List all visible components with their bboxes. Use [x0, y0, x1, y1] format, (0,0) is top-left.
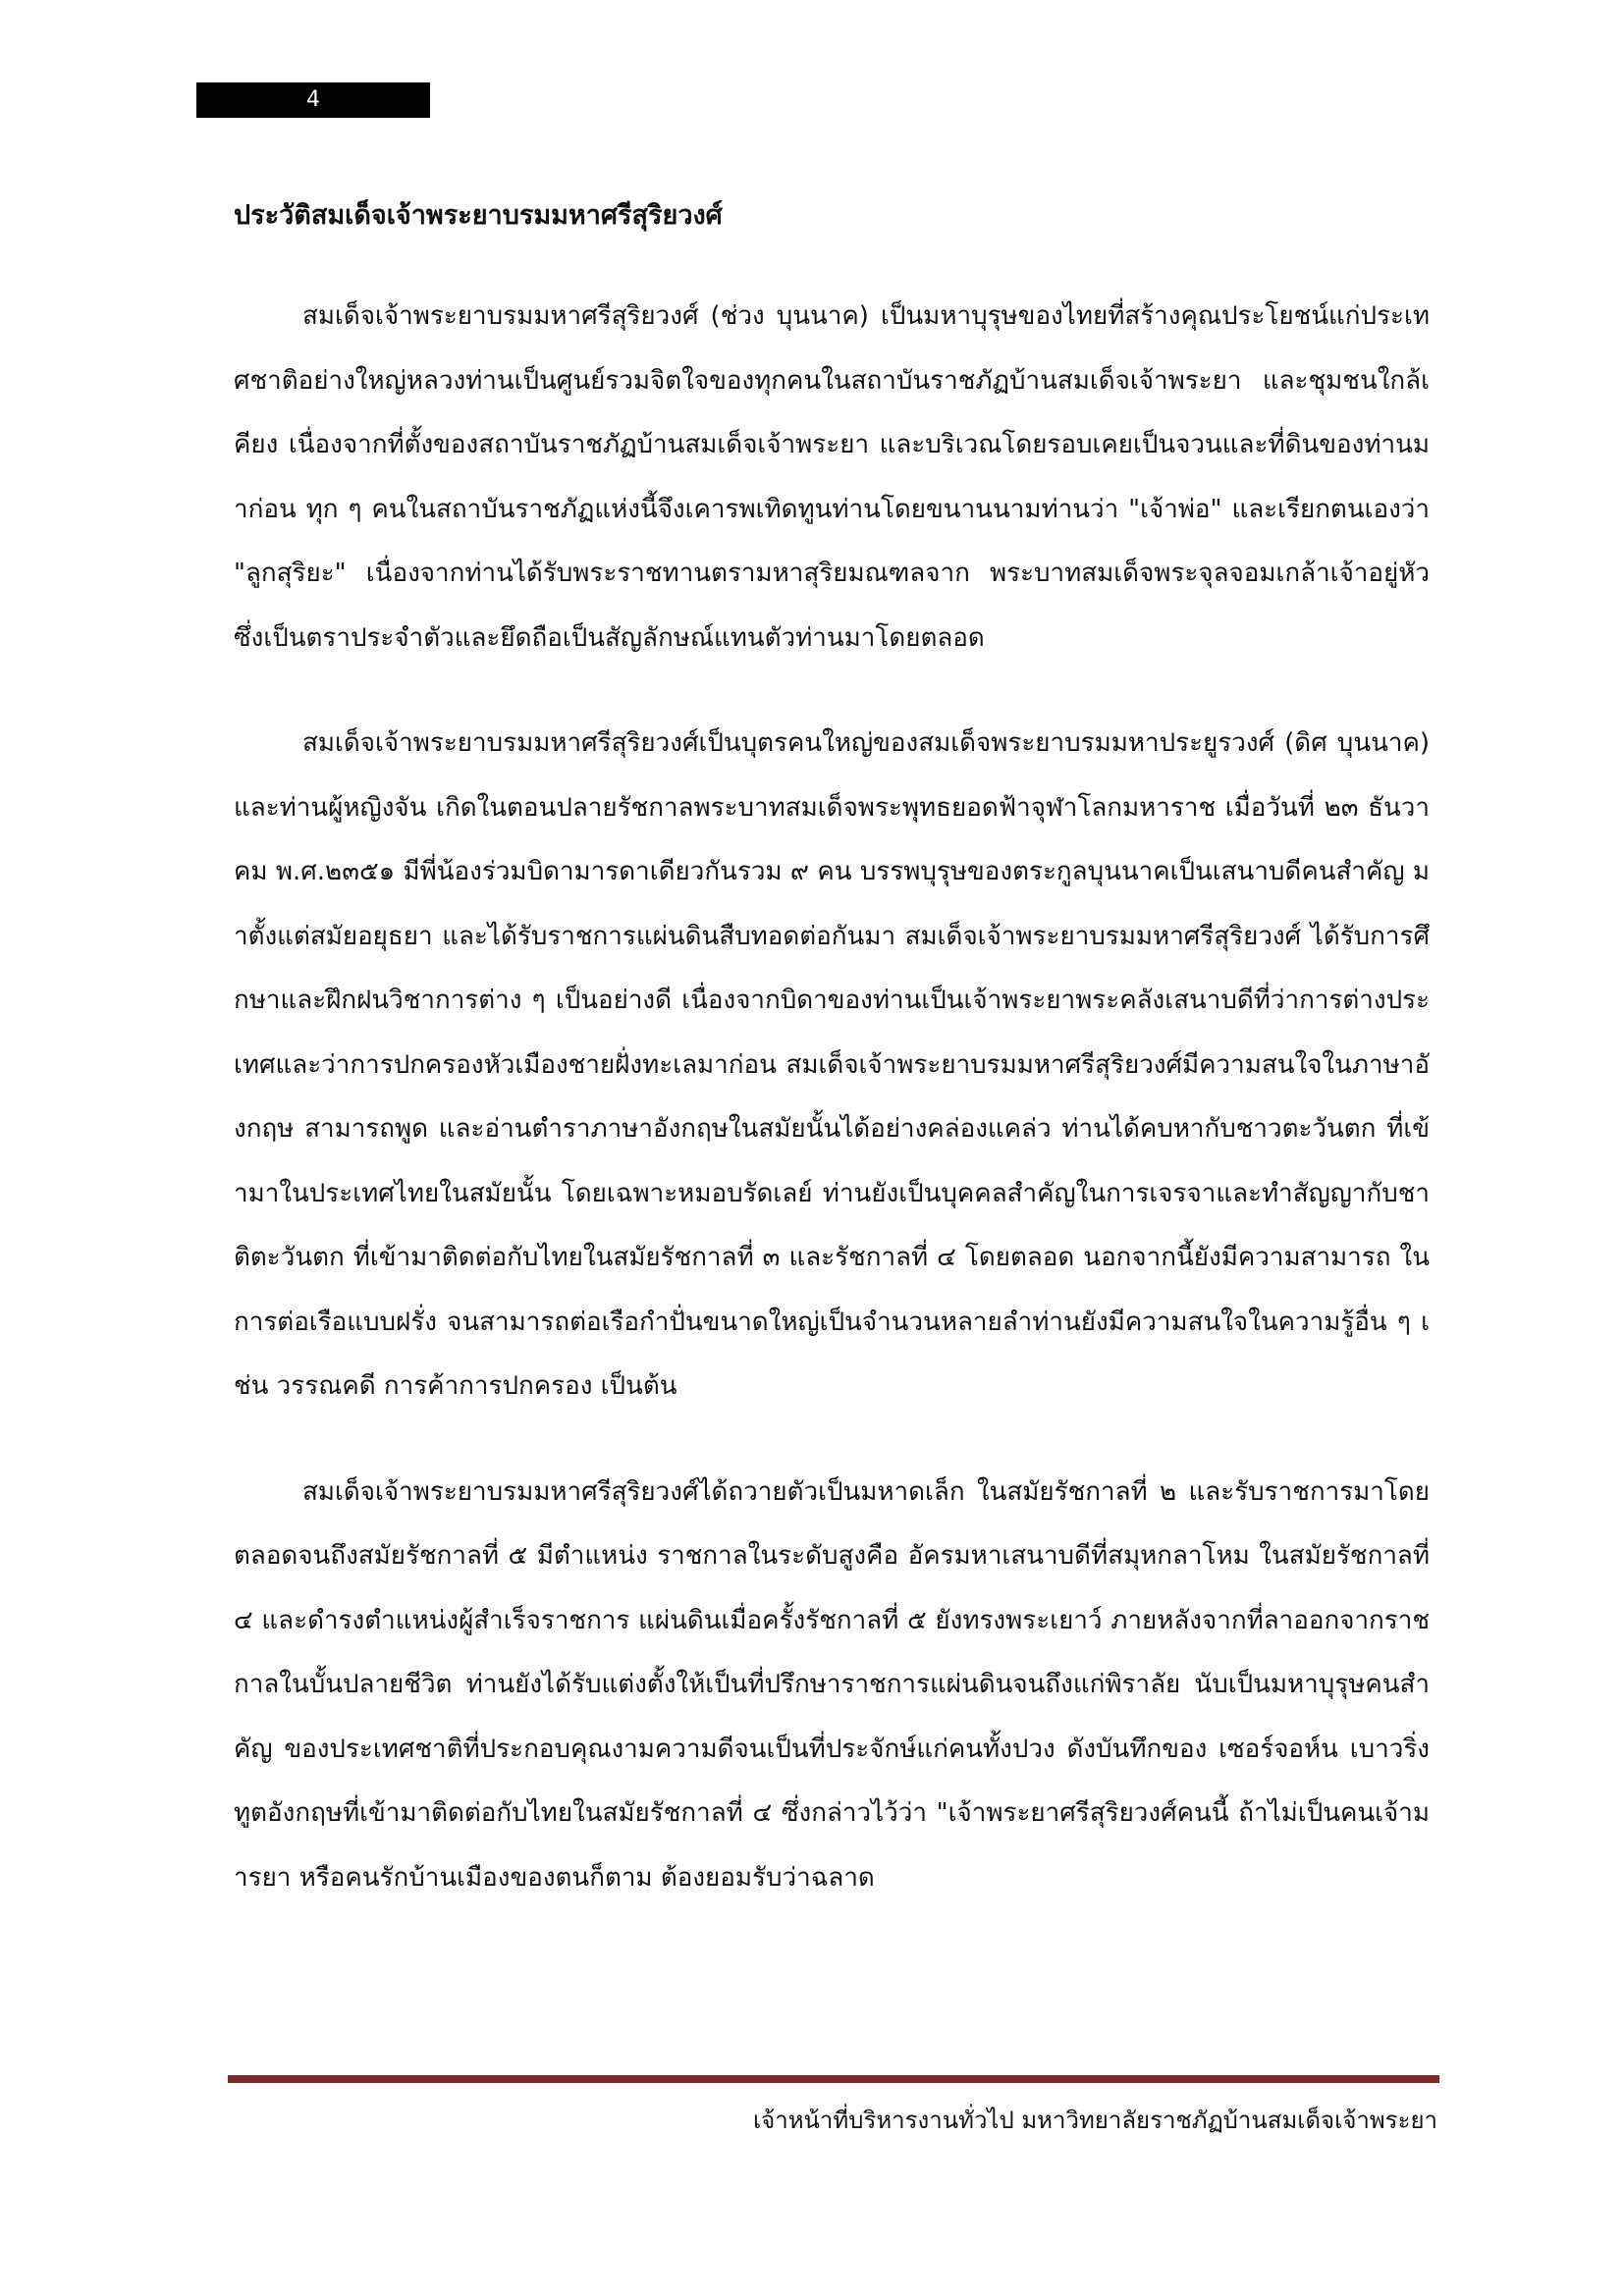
- page-number: 4: [306, 87, 320, 112]
- paragraph-career: สมเด็จเจ้าพระยาบรมมหาศรีสุริยวงศ์ได้ถวายตัวเป็นมหาดเล็ก ในสมัยรัชกาลที่ ๒ และรับราชการมาโดยตลอดจนถึงสมัยรัชกาลที่ ๕ มีตำแหน่ง ราชกาลในระดับสูงคือ อัครมหาเสนาบดีที่สมุหกลาโหม ในสมัยรัชกาลที่ ๔ และดำรงตำแหน่งผู้สำเร็จราชการ แผ่นดินเมื่อครั้งรัชกาลที่ ๕ ยังทรงพระเยาว์ ภายหลังจากที่ลาออกจากราชกาลในบั้นปลายชีวิต ท่านยังได้รับแต่งตั้งให้เป็นที่ปรึกษาราชการแผ่นดินจนถึงแก่พิราลัย นับเป็นมหาบุรุษคนสำคัญ ของประเทศชาติที่ประกอบคุณงามความดีจนเป็นที่ประจักษ์แก่คนทั้งปวง ดังบันทึกของ เซอร์จอห์น เบาวริ่ง ทูตอังกฤษที่เข้ามาติดต่อกับไทยในสมัยรัชกาลที่ ๔ ซึ่งกล่าวไว้ว่า "เจ้าพระยาศรีสุริยวงศ์คนนี้ ถ้าไม่เป็นคนเจ้ามารยา หรือคนรักบ้านเมืองของตนก็ตาม ต้องยอมรับว่าฉลาด: [234, 1476, 1430, 1893]
- footer-divider: [228, 2075, 1439, 2083]
- paragraph-biography: สมเด็จเจ้าพระยาบรมมหาศรีสุริยวงศ์เป็นบุตรคนใหญ่ของสมเด็จพระยาบรมมหาประยูรวงศ์ (ดิศ บุนนาค) และท่านผู้หญิงจัน เกิดในตอนปลายรัชกาลพระบาทสมเด็จพระพุทธยอดฟ้าจุฬาโลกมหาราช เมื่อวันที่ ๒๓ ธันวาคม พ.ศ.๒๓๕๑ มีพี่น้องร่วมบิดามารดาเดียวกันรวม ๙ คน บรรพบุรุษของตระกูลบุนนาคเป็นเสนาบดีคนสำคัญ มาตั้งแต่สมัยอยุธยา และได้รับราชการแผ่นดินสืบทอดต่อกันมา สมเด็จเจ้าพระยาบรมมหาศรีสุริยวงศ์ ได้รับการศึกษาและฝึกฝนวิชาการต่าง ๆ เป็นอย่างดี เนื่องจากบิดาของท่านเป็นเจ้าพระยาพระคลังเสนาบดีที่ว่าการต่างประเทศและว่าการปกครองหัวเมืองชายฝั่งทะเลมาก่อน สมเด็จเจ้าพระยาบรมมหาศรีสุริยวงศ์มีความสนใจในภาษาอังกฤษ สามารถพูด และอ่านตำราภาษาอังกฤษในสมัยนั้นได้อย่างคล่องแคล่ว ท่านได้คบหากับชาวตะวันตก ที่เข้ามาในประเทศไทยในสมัยนั้น โดยเฉพาะหมอบรัดเลย์ ท่านยังเป็นบุคคลสำคัญในการเจรจาและทำสัญญากับชาติตะวันตก ที่เข้ามาติดต่อกับไทยในสมัยรัชกาลที่ ๓ และรัชกาลที่ ๔ โดยตลอด นอกจากนี้ยังมีความสามารถ ในการต่อเรือแบบฝรั่ง จนสามารถต่อเรือกำปั่นขนาดใหญ่เป็นจำนวนหลายลำท่านยังมีความสนใจในความรู้อื่น ๆ เช่น วรรณคดี การค้าการปกครอง เป็นต้น: [234, 728, 1430, 1401]
- paragraph-intro: สมเด็จเจ้าพระยาบรมมหาศรีสุริยวงศ์ (ช่วง บุนนาค) เป็นมหาบุรุษของไทยที่สร้างคุณประโยชน์แก่ประเทศชาติอย่างใหญ่หลวงท่านเป็นศูนย์รวมจิตใจของทุกคนในสถาบันราชภัฏบ้านสมเด็จเจ้าพระยา และชุมชนใกล้เคียง เนื่องจากที่ตั้งของสถาบันราชภัฏบ้านสมเด็จเจ้าพระยา และบริเวณโดยรอบเคยเป็นจวนและที่ดินของท่านมาก่อน ทุก ๆ คนในสถาบันราชภัฏแห่งนี้จึงเคารพเทิดทูนท่านโดยขนานนามท่านว่า "เจ้าพ่อ" และเรียกตนเองว่า "ลูกสุริยะ" เนื่องจากท่านได้รับพระราชทานตรามหาสุริยมณฑลจาก พระบาทสมเด็จพระจุลจอมเกล้าเจ้าอยู่หัว ซึ่งเป็นตราประจำตัวและยึดถือเป็นสัญลักษณ์แทนตัวท่านมาโดยตลอด: [234, 301, 1430, 653]
- page-number-bar: [196, 82, 430, 118]
- footer-text: เจ้าหน้าที่บริหารงานทั่วไป มหาวิทยาลัยราชภัฏบ้านสมเด็จเจ้าพระยา: [752, 2107, 1437, 2134]
- page-title: ประวัติสมเด็จเจ้าพระยาบรมมหาศรีสุริยวงศ์: [234, 200, 723, 231]
- document-body: [234, 187, 1430, 1951]
